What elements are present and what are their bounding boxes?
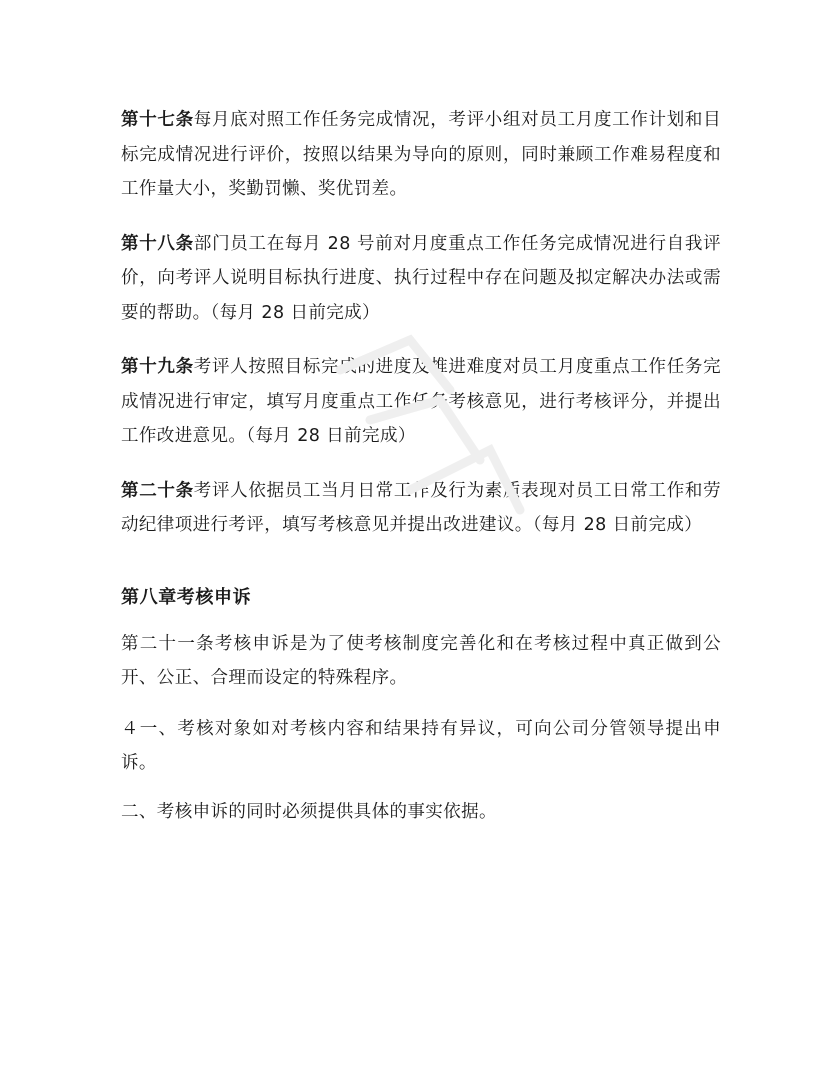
article-20 [121,474,721,543]
article-17-body: 每月底对照工作任务完成情况，考评小组对员工月度工作计划和目标完成情况进行评价，按照以结果为导向的原则，同时兼顾工作难易程度和工作量大小，奖勤罚懒、奖优罚差。 [121,110,721,199]
chapter-8-title: 第八章考核申诉 [121,586,252,608]
article-20-body: 考评人依据员工当月日常工作及行为素质表现对员工日常工作和劳动纪律项进行考评，填写考核意见并提出改进建议。（每月 28 日前完成） [121,480,721,535]
article-18 [121,227,721,331]
appeal-item-1: ４一、考核对象如对考核内容和结果持有异议，可向公司分管领导提出申诉。 [121,718,721,773]
document-page [121,103,721,843]
appeal-item-2: 二、考核申诉的同时必须提供具体的事实依据。 [121,801,497,822]
article-21: 第二十一条考核申诉是为了使考核制度完善化和在考核过程中真正做到公开、公正、合理而设定的特殊程序。 [121,633,721,688]
article-19 [121,350,721,454]
article-19-body: 考评人按照目标完成的进度及推进难度对员工月度重点工作任务完成情况进行审定，填写月度重点工作任务考核意见，进行考核评分，并提出工作改进意见。（每月 28 日前完成） [121,357,721,446]
article-18-body: 部门员工在每月 28 号前对月度重点工作任务完成情况进行自我评价，向考评人说明目标执行进度、执行过程中存在问题及拟定解决办法或需要的帮助。（每月 28 日前完成） [121,233,721,323]
article-20-title: 第二十条 [121,480,194,501]
article-19-title: 第十九条 [121,357,194,377]
article-17-title: 第十七条 [121,110,194,130]
article-18-title: 第十八条 [121,233,194,254]
article-17 [121,103,721,207]
